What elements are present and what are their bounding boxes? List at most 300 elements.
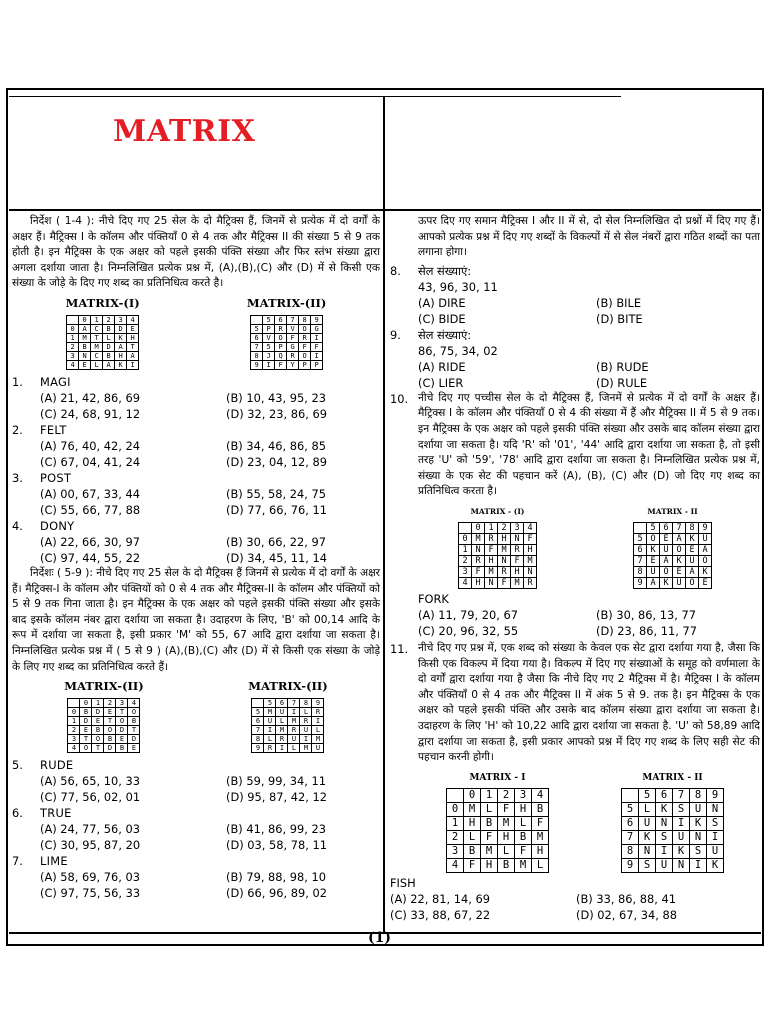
option-d[interactable]: (D) RULE <box>596 375 648 390</box>
matrix-cell: 5 <box>622 802 639 816</box>
matrix-cell: 1 <box>481 788 498 802</box>
matrix-row <box>251 351 323 360</box>
question-word: FORK <box>418 591 449 606</box>
matrix-table <box>250 315 323 370</box>
matrix-cell: A <box>79 324 91 333</box>
matrix-cell: S <box>707 816 724 830</box>
matrix-cell: F <box>485 544 498 555</box>
matrix-cell: M <box>79 333 91 342</box>
matrix-cell: M <box>481 844 498 858</box>
matrix-cell: B <box>104 735 116 744</box>
matrix-cell: 7 <box>673 522 686 533</box>
option-b[interactable]: (B) 30, 66, 22, 97 <box>226 534 327 549</box>
matrix-table <box>458 522 537 589</box>
matrix-cell: A <box>699 544 712 555</box>
option-c[interactable]: (C) 55, 66, 77, 88 <box>40 502 141 517</box>
option-d[interactable]: (D) 77, 66, 76, 11 <box>226 502 327 517</box>
option-a[interactable]: (A) 24, 77, 56, 03 <box>40 822 141 837</box>
matrix-cell: E <box>127 324 139 333</box>
matrix-cell: U <box>707 844 724 858</box>
matrix-table <box>66 315 139 370</box>
matrix-cell: M <box>472 533 485 544</box>
matrix-cell: R <box>498 566 511 577</box>
option-b[interactable]: (B) RUDE <box>596 359 649 374</box>
matrix-cell: M <box>515 858 532 872</box>
matrix-title: MATRIX - I <box>469 772 526 783</box>
matrix-cell: 2 <box>67 342 79 351</box>
matrix-cell: V <box>263 333 275 342</box>
question-number: 6. <box>12 806 23 821</box>
matrix-cell: U <box>660 544 673 555</box>
option-b[interactable]: (B) 10, 43, 95, 23 <box>226 390 327 405</box>
matrix-cell: 9 <box>622 858 639 872</box>
matrix-cell: 0 <box>80 699 92 708</box>
option-c[interactable]: (C) LIER <box>418 375 464 390</box>
matrix-cell: U <box>288 735 300 744</box>
matrix-cell: 6 <box>252 717 264 726</box>
matrix-row <box>252 744 324 753</box>
matrix-title: MATRIX - (I) <box>470 506 525 516</box>
matrix-table <box>251 698 324 753</box>
matrix-cell: S <box>673 802 690 816</box>
matrix-cell: S <box>656 830 673 844</box>
matrix-cell: B <box>481 816 498 830</box>
matrix-cell: 2 <box>68 726 80 735</box>
option-c[interactable]: (C) 20, 96, 32, 55 <box>418 623 519 638</box>
matrix-row <box>67 360 139 369</box>
option-a[interactable]: (A) 22, 66, 30, 97 <box>40 534 141 549</box>
option-c[interactable]: (C) 24, 68, 91, 12 <box>40 406 141 421</box>
matrix-cell: I <box>288 708 300 717</box>
matrix-cell: 9 <box>707 788 724 802</box>
option-c[interactable]: (C) 67, 04, 41, 24 <box>40 454 141 469</box>
question-word: RUDE <box>40 758 74 773</box>
matrix-cell: K <box>690 816 707 830</box>
matrix-cell: 5 <box>263 315 275 324</box>
matrix-cell: 8 <box>251 351 263 360</box>
matrix-cell: L <box>91 360 103 369</box>
matrix-cell: R <box>276 735 288 744</box>
option-d[interactable]: (D) 23, 86, 11, 77 <box>596 623 697 638</box>
option-b[interactable]: (B) 79, 88, 98, 10 <box>226 870 327 885</box>
matrix-row <box>68 744 140 753</box>
matrix-cell: 6 <box>275 315 287 324</box>
matrix-cell: U <box>647 566 660 577</box>
matrix-cell: 4 <box>459 577 472 588</box>
question-word: FISH <box>390 875 416 890</box>
matrix-block <box>446 770 549 873</box>
question-word: DONY <box>40 518 75 533</box>
option-c[interactable]: (C) 97, 75, 56, 33 <box>40 886 141 901</box>
matrix-cell: 4 <box>447 858 464 872</box>
matrix-cell: E <box>79 360 91 369</box>
question-9 <box>390 327 760 343</box>
matrix-cell: 3 <box>515 788 532 802</box>
matrix-cell: 0 <box>447 802 464 816</box>
matrix-row <box>447 858 549 872</box>
matrix-cell: O <box>699 555 712 566</box>
matrix-cell: N <box>472 544 485 555</box>
question-8 <box>390 263 760 279</box>
options <box>12 438 380 470</box>
matrix-cell: O <box>647 533 660 544</box>
matrix-cell: N <box>511 533 524 544</box>
matrix-cell: T <box>104 717 116 726</box>
header-top-rule <box>9 96 621 97</box>
matrix-cell: L <box>300 708 312 717</box>
question-number: 9. <box>390 327 401 342</box>
matrix-cell: E <box>92 717 104 726</box>
matrix-row <box>622 858 724 872</box>
matrix-cell: B <box>532 802 549 816</box>
matrix-cell <box>447 788 464 802</box>
matrix-cell: 1 <box>92 699 104 708</box>
right-intro: ऊपर दिए गए समान मैट्रिक्स I और II में से, दो सेल निम्नलिखित दो प्रश्नों में दिए गए हैं। आपको प्रत्येक प्रश्न में दिए गए शब्दों के विकल्पों में से सेल नंबरों द्वारा गठित शब्दों का पता लगाना होगा। <box>418 215 760 259</box>
cell-numbers: 43, 96, 30, 11 <box>418 279 498 294</box>
options <box>12 486 380 518</box>
matrix-cell: 6 <box>656 788 673 802</box>
matrix-row <box>634 566 712 577</box>
matrix-cell: I <box>264 726 276 735</box>
option-c[interactable]: (C) 33, 88, 67, 22 <box>390 907 491 922</box>
matrix-cell: 4 <box>67 360 79 369</box>
header-bottom-rule <box>9 209 761 211</box>
matrix-cell: M <box>288 717 300 726</box>
matrix-cell: M <box>498 544 511 555</box>
options <box>390 891 760 923</box>
matrix-cell: T <box>127 342 139 351</box>
matrix-cell: K <box>115 360 127 369</box>
matrix-block <box>66 295 140 370</box>
option-a[interactable]: (A) 11, 79, 20, 67 <box>418 607 519 622</box>
matrix-cell: 4 <box>532 788 549 802</box>
matrix-cell: 2 <box>103 315 115 324</box>
matrix-cell: 9 <box>699 522 712 533</box>
question-word: FELT <box>40 422 67 437</box>
matrix-cell: O <box>80 744 92 753</box>
matrix-cell: 1 <box>68 717 80 726</box>
matrix-cell: S <box>690 844 707 858</box>
question-text: नीचे दिए गए पच्चीस सेल के दो मैट्रिक्स हैं, जिनमें से प्रत्येक में दो वर्गों के अक्षर हैं। मैट्रिक्स I के कॉलम और पंक्तियाँ 0 से 4 की संख्या में हैं और मैट्रिक्स II में 5 से 9 तक। इन मैट्रिक्स के एक अक्षर को पहले इसकी पंक्ति संख्या और उसके बाद कॉलम संख्या द्वारा दर्शाया जा सकता है। यदि 'R' को '01', '44' आदि द्वारा दर्शाया जा सकता है, तो इसी तरह 'U' को '59', '78' आदि द्वारा दर्शाया जा सकता है। निम्नलिखित प्रत्येक प्रश्न में, संख्या के एक सेट की पहचान करें (A), (B), (C) और (D) जो दिए गए शब्द का प्रतिनिधित्व करता है। <box>418 391 760 498</box>
matrix-cell: 7 <box>287 315 299 324</box>
matrix-cell: J <box>263 351 275 360</box>
matrix-cell: M <box>498 816 515 830</box>
matrix-block <box>248 678 327 753</box>
matrix-cell: A <box>115 342 127 351</box>
matrix-cell: O <box>299 351 311 360</box>
matrix-block <box>458 504 537 589</box>
matrix-cell: N <box>673 858 690 872</box>
matrix-cell: U <box>312 744 324 753</box>
option-b[interactable]: (B) 41, 86, 99, 23 <box>226 822 327 837</box>
matrix-cell: 3 <box>511 522 524 533</box>
matrix-cell: U <box>673 830 690 844</box>
matrix-cell: F <box>275 360 287 369</box>
question-number: 2. <box>12 422 23 437</box>
matrix-cell: H <box>464 816 481 830</box>
matrix-cell: E <box>699 577 712 588</box>
matrix-cell: H <box>515 802 532 816</box>
option-c[interactable]: (C) 97, 44, 55, 22 <box>40 550 141 565</box>
matrix-cell: 3 <box>447 844 464 858</box>
matrix-cell: 5 <box>263 342 275 351</box>
matrix-cell: 0 <box>68 708 80 717</box>
matrix-cell: 7 <box>673 788 690 802</box>
matrix-cell: B <box>103 324 115 333</box>
matrix-row <box>252 708 324 717</box>
cell-numbers: 86, 75, 34, 02 <box>418 343 498 358</box>
option-d[interactable]: (D) 66, 96, 89, 02 <box>226 886 327 901</box>
matrix-cell: H <box>524 544 537 555</box>
matrix-cell: 4 <box>128 699 140 708</box>
question-number: 8. <box>390 263 401 278</box>
matrix-row <box>634 544 712 555</box>
matrix-row <box>68 735 140 744</box>
option-a[interactable]: (A) DIRE <box>418 295 466 310</box>
question-group-b <box>12 757 380 901</box>
matrix-cell: F <box>464 858 481 872</box>
matrix-cell: A <box>103 360 115 369</box>
matrix-cell: O <box>128 708 140 717</box>
matrix-row <box>634 555 712 566</box>
matrix-row <box>251 324 323 333</box>
matrix-cell: 8 <box>252 735 264 744</box>
matrix-row <box>68 717 140 726</box>
option-a[interactable]: (A) 21, 42, 86, 69 <box>40 390 141 405</box>
option-d[interactable]: (D) 03, 58, 78, 11 <box>226 838 327 853</box>
matrix-cell: 2 <box>498 522 511 533</box>
matrix-row <box>459 544 537 555</box>
matrix-cell: D <box>80 717 92 726</box>
option-c[interactable]: (C) 77, 56, 02, 01 <box>40 790 141 805</box>
matrix-row <box>459 522 537 533</box>
matrix-set-10 <box>390 504 760 589</box>
matrix-cell: 7 <box>634 555 647 566</box>
matrix-cell: R <box>312 708 324 717</box>
matrix-cell: I <box>312 717 324 726</box>
matrix-cell: H <box>485 555 498 566</box>
question-group-a <box>12 374 380 566</box>
matrix-block <box>621 770 724 873</box>
option-a[interactable]: (A) 76, 40, 42, 24 <box>40 438 141 453</box>
matrix-row <box>67 315 139 324</box>
matrix-cell: 8 <box>690 788 707 802</box>
matrix-cell: K <box>647 544 660 555</box>
matrix-cell: B <box>116 744 128 753</box>
option-b[interactable]: (B) 30, 86, 13, 77 <box>596 607 697 622</box>
matrix-cell: K <box>673 844 690 858</box>
matrix-cell: M <box>276 726 288 735</box>
option-d[interactable]: (D) 02, 67, 34, 88 <box>576 907 677 922</box>
matrix-cell: L <box>288 744 300 753</box>
matrix-cell: T <box>116 708 128 717</box>
matrix-cell: F <box>287 333 299 342</box>
matrix-cell: F <box>532 816 549 830</box>
matrix-cell: G <box>311 324 323 333</box>
matrix-cell: I <box>673 816 690 830</box>
option-b[interactable]: (B) 59, 99, 34, 11 <box>226 774 327 789</box>
matrix-cell: U <box>264 717 276 726</box>
matrix-cell <box>622 788 639 802</box>
matrix-cell: 0 <box>464 788 481 802</box>
matrix-row <box>459 555 537 566</box>
option-b[interactable]: (B) 55, 58, 24, 75 <box>226 486 327 501</box>
question-number: 11. <box>390 641 409 656</box>
question-label: सेल संख्याएं: <box>418 263 472 278</box>
matrix-cell: 5 <box>251 324 263 333</box>
matrix-cell: U <box>639 816 656 830</box>
matrix-cell: K <box>707 858 724 872</box>
matrix-cell: A <box>127 351 139 360</box>
option-d[interactable]: (D) 34, 45, 11, 14 <box>226 550 327 565</box>
matrix-row <box>634 577 712 588</box>
matrix-row <box>447 830 549 844</box>
matrix-row <box>251 333 323 342</box>
matrix-cell: 5 <box>639 788 656 802</box>
question-number: 7. <box>12 854 23 869</box>
matrix-row <box>634 522 712 533</box>
matrix-cell: F <box>511 555 524 566</box>
matrix-title: MATRIX-(II) <box>246 295 327 310</box>
options <box>12 773 380 805</box>
matrix-cell: B <box>498 858 515 872</box>
matrix-row <box>447 802 549 816</box>
matrix-cell: F <box>498 577 511 588</box>
matrix-cell: F <box>311 342 323 351</box>
matrix-cell: A <box>673 533 686 544</box>
matrix-cell: K <box>656 802 673 816</box>
option-d[interactable]: (D) 95, 87, 42, 12 <box>226 790 327 805</box>
matrix-cell: 2 <box>447 830 464 844</box>
page-number: (1) <box>368 930 391 946</box>
option-a[interactable]: (A) RIDE <box>418 359 466 374</box>
matrix-cell: H <box>127 333 139 342</box>
matrix-row <box>252 699 324 708</box>
matrix-cell: R <box>264 744 276 753</box>
matrix-cell: N <box>707 802 724 816</box>
matrix-cell: E <box>647 555 660 566</box>
matrix-cell: 3 <box>459 566 472 577</box>
matrix-cell: B <box>515 830 532 844</box>
question-label: सेल संख्याएं: <box>418 327 472 342</box>
matrix-cell: O <box>686 577 699 588</box>
matrix-cell <box>634 522 647 533</box>
matrix-cell: T <box>91 333 103 342</box>
matrix-cell <box>251 315 263 324</box>
question-11 <box>390 641 760 766</box>
matrix-title: MATRIX-(II) <box>64 679 144 694</box>
matrix-cell: B <box>80 708 92 717</box>
matrix-cell: K <box>673 555 686 566</box>
matrix-row <box>459 577 537 588</box>
matrix-cell: Q <box>275 351 287 360</box>
option-a[interactable]: (A) 58, 69, 76, 03 <box>40 870 141 885</box>
matrix-cell: 5 <box>634 533 647 544</box>
options <box>390 359 760 391</box>
matrix-cell: F <box>524 533 537 544</box>
matrix-cell: T <box>80 735 92 744</box>
matrix-cell: M <box>264 708 276 717</box>
matrix-table <box>633 522 712 589</box>
question-word: POST <box>40 470 72 485</box>
option-b[interactable]: (B) 33, 86, 88, 41 <box>576 891 677 906</box>
matrix-cell: L <box>264 735 276 744</box>
option-a[interactable]: (A) 22, 81, 14, 69 <box>390 891 491 906</box>
matrix-row <box>68 726 140 735</box>
matrix-cell: I <box>656 844 673 858</box>
matrix-cell: F <box>472 566 485 577</box>
matrix-row <box>67 342 139 351</box>
matrix-cell: N <box>639 844 656 858</box>
option-a[interactable]: (A) 00, 67, 33, 44 <box>40 486 141 501</box>
matrix-cell: I <box>311 333 323 342</box>
matrix-cell: 2 <box>459 555 472 566</box>
matrix-row <box>622 788 724 802</box>
matrix-row <box>67 324 139 333</box>
option-d[interactable]: (D) 23, 04, 12, 89 <box>226 454 327 469</box>
matrix-cell: 4 <box>524 522 537 533</box>
matrix-cell: R <box>485 533 498 544</box>
options <box>390 607 760 639</box>
matrix-cell: B <box>128 717 140 726</box>
matrix-cell: K <box>660 577 673 588</box>
matrix-cell: I <box>300 735 312 744</box>
matrix-cell: E <box>116 735 128 744</box>
matrix-block <box>633 504 712 589</box>
option-b[interactable]: (B) BILE <box>596 295 642 310</box>
matrix-cell: D <box>116 726 128 735</box>
question-word: LIME <box>40 854 68 869</box>
matrix-cell: P <box>275 342 287 351</box>
matrix-cell: 1 <box>447 816 464 830</box>
right-column <box>390 214 760 923</box>
matrix-cell: 1 <box>459 544 472 555</box>
option-d[interactable]: (D) 32, 23, 86, 69 <box>226 406 327 421</box>
matrix-cell: H <box>498 830 515 844</box>
matrix-cell: 3 <box>115 315 127 324</box>
matrix-cell: H <box>532 844 549 858</box>
matrix-cell: E <box>660 533 673 544</box>
matrix-cell: L <box>481 802 498 816</box>
matrix-set-1 <box>12 295 380 370</box>
column-divider <box>383 96 385 934</box>
matrix-cell: T <box>92 744 104 753</box>
matrix-cell: 8 <box>634 566 647 577</box>
matrix-cell: K <box>639 830 656 844</box>
matrix-cell: 2 <box>104 699 116 708</box>
matrix-cell: R <box>275 324 287 333</box>
matrix-cell: L <box>498 844 515 858</box>
option-c[interactable]: (C) 30, 95, 87, 20 <box>40 838 141 853</box>
question-number: 1. <box>12 374 23 389</box>
matrix-cell: L <box>532 858 549 872</box>
matrix-cell: 5 <box>647 522 660 533</box>
matrix-cell: N <box>656 816 673 830</box>
matrix-title: MATRIX-(I) <box>65 295 140 310</box>
matrix-row <box>622 830 724 844</box>
matrix-cell: E <box>128 744 140 753</box>
option-d[interactable]: (D) BITE <box>596 311 643 326</box>
option-c[interactable]: (C) BIDE <box>418 311 466 326</box>
matrix-cell: 9 <box>251 360 263 369</box>
option-a[interactable]: (A) 56, 65, 10, 33 <box>40 774 141 789</box>
matrix-cell: D <box>128 735 140 744</box>
matrix-cell: D <box>115 324 127 333</box>
matrix-cell: L <box>639 802 656 816</box>
option-b[interactable]: (B) 34, 46, 86, 85 <box>226 438 327 453</box>
matrix-cell: 6 <box>276 699 288 708</box>
question-10 <box>390 391 760 500</box>
